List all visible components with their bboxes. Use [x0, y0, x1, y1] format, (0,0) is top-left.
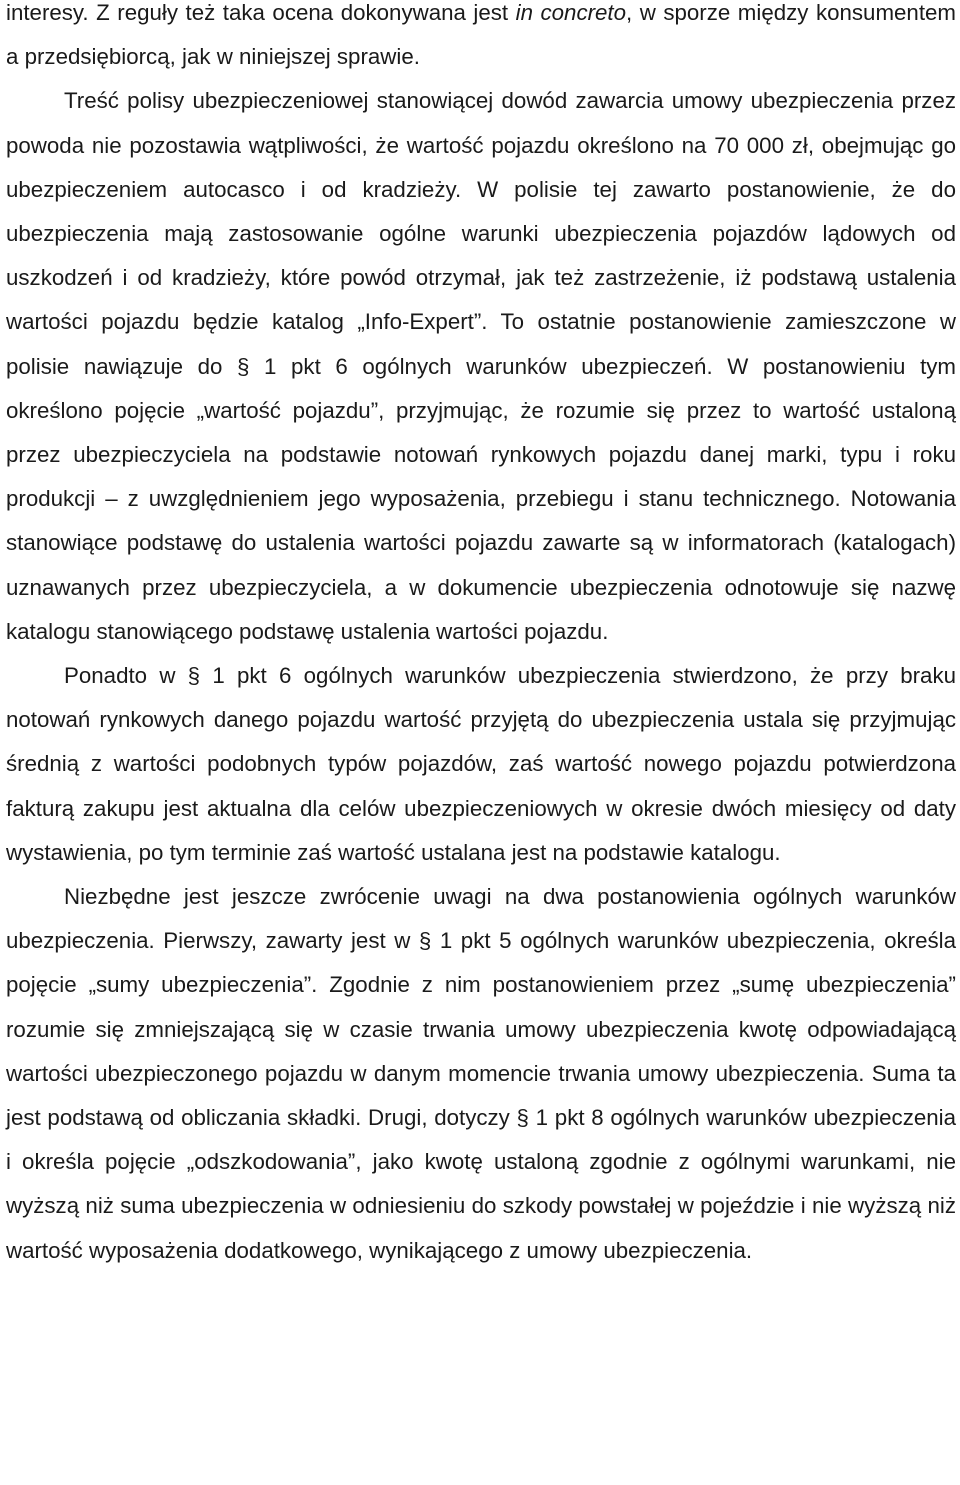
document-page — [6, 0, 956, 1273]
paragraph-4-text: Niezbędne jest jeszcze zwrócenie uwagi na dwa postanowienia ogólnych warunków ubezpieczenia. Pierwszy, zawarty jest w § 1 pkt 5 ogólnych warunków ubezpieczenia, określa pojęcie „sumy ubezpieczenia”. Zgodnie z nim postanowieniem przez „sumę ubezpieczenia” rozumie się zmniejszającą się w czasie trwania umowy ubezpieczenia kwotę odpowiadającą wartości ubezpieczonego pojazdu w danym momencie trwania umowy ubezpieczenia. Suma ta jest podstawą od obliczania składki. Drugi, dotyczy § 1 pkt 8 ogólnych warunków ubezpieczenia i określa pojęcie „odszkodowania”, jako kwotę ustaloną zgodnie z ogólnymi warunkami, nie wyższą niż suma ubezpieczenia w odniesieniu do szkody powstałej w pojeździe i nie wyższą niż wartość wyposażenia dodatkowego, wynikającego z umowy ubezpieczenia. — [6, 884, 956, 1263]
paragraph-3 — [6, 654, 956, 875]
paragraph-4 — [6, 875, 956, 1273]
paragraph-1-text-2: , w sporze między konsumentem a przedsiębiorcą, jak w niniejszej sprawie. — [6, 0, 956, 70]
paragraph-1-text-1: interesy. Z reguły też taka ocena dokonywana jest — [6, 0, 516, 25]
paragraph-2 — [6, 79, 956, 654]
paragraph-2-text: Treść polisy ubezpieczeniowej stanowiącej dowód zawarcia umowy ubezpieczenia przez powoda nie pozostawia wątpliwości, że wartość pojazdu określono na 70 000 zł, obejmując go ubezpieczeniem autocasco i od kradzieży. W polisie tej zawarto postanowienie, że do ubezpieczenia mają zastosowanie ogólne warunki ubezpieczenia pojazdów lądowych od uszkodzeń i od kradzieży, które powód otrzymał, jak też zastrzeżenie, iż podstawą ustalenia wartości pojazdu będzie katalog „Info-Expert”. To ostatnie postanowienie zamieszczone w polisie nawiązuje do § 1 pkt 6 ogólnych warunków ubezpieczeń. W postanowieniu tym określono pojęcie „wartość pojazdu”, przyjmując, że rozumie się przez to wartość ustaloną przez ubezpieczyciela na podstawie notowań rynkowych pojazdu danej marki, typu i roku produkcji – z uwzględnieniem jego wyposażenia, przebiegu i stanu technicznego. Notowania stanowiące podstawę do ustalenia wartości pojazdu zawarte są w informatorach (katalogach) uznawanych przez ubezpieczyciela, a w dokumencie ubezpieczenia odnotowuje się nazwę katalogu stanowiącego podstawę ustalenia wartości pojazdu. — [6, 88, 956, 644]
paragraph-1 — [6, 0, 956, 79]
paragraph-1-italic-phrase: in concreto — [515, 0, 627, 25]
paragraph-3-text: Ponadto w § 1 pkt 6 ogólnych warunków ubezpieczenia stwierdzono, że przy braku notowań rynkowych danego pojazdu wartość przyjętą do ubezpieczenia ustala się przyjmując średnią z wartości podobnych typów pojazdów, zaś wartość nowego pojazdu potwierdzona fakturą zakupu jest aktualna dla celów ubezpieczeniowych w okresie dwóch miesięcy od daty wystawienia, po tym terminie zaś wartość ustalana jest na podstawie katalogu. — [6, 663, 956, 865]
